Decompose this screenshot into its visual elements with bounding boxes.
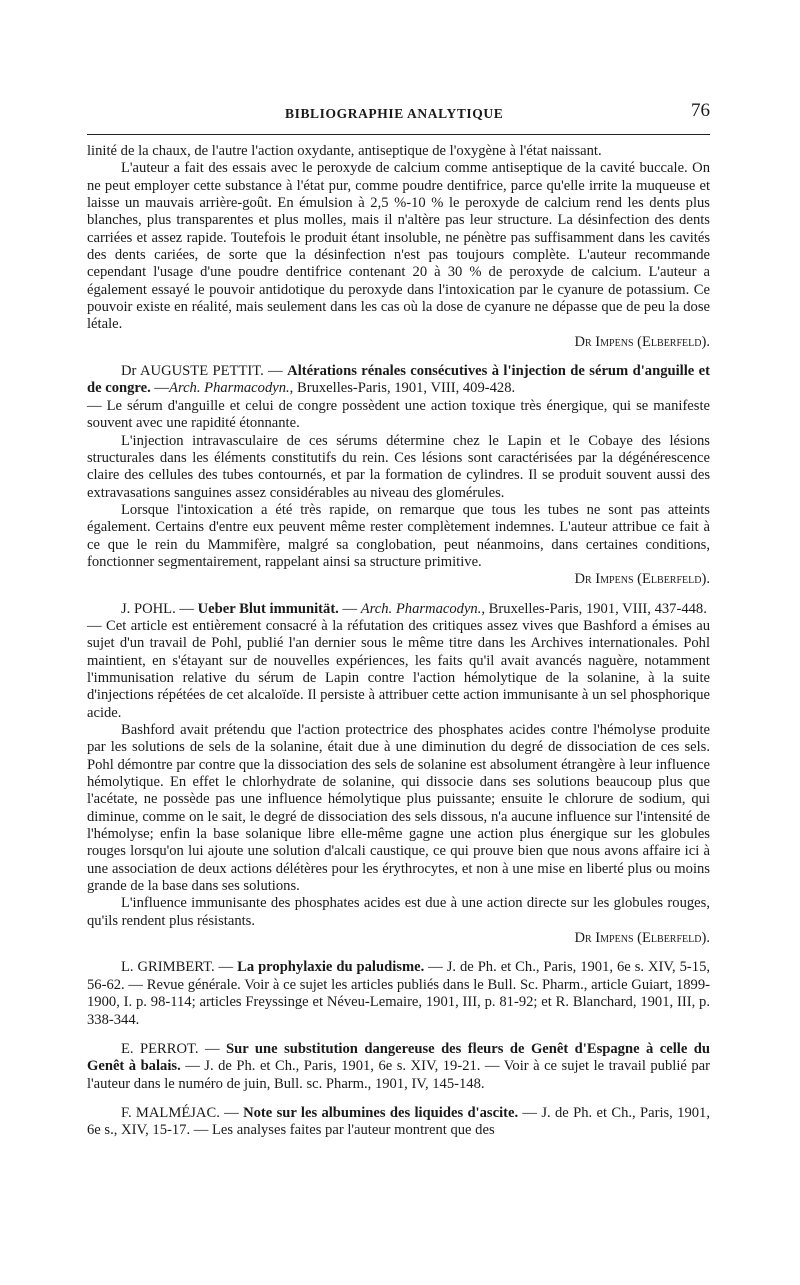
author-name: E. PERROT. xyxy=(121,1040,199,1057)
page-body xyxy=(87,143,710,1140)
author-name: Dr AUGUSTE PETTIT. xyxy=(121,363,264,380)
signature-line xyxy=(87,334,710,351)
paragraph: Lorsque l'intoxication a été très rapide, on remarque que tous les tubes ne sont pas atteints également. Certains d'entre eux peuvent même rester complètement indemnes. L'auteur attribue ce fait à ce que le rein du Mammifère, malgré sa conglobation, peut néanmoins, dans certaines conditions, fonctionner segmentairement, rappelant ainsi sa structure primitive. xyxy=(87,501,710,570)
entry-text: — J. de Ph. et Ch., Paris, 1901, 6e s. XIV, 19-21. — Voir à ce sujet le travail publié par l'auteur dans le numéro de juin, Bull. sc. Pharm., 1901, IV, 145-148. xyxy=(87,1058,710,1092)
paragraph: — Cet article est entièrement consacré à la réfutation des critiques assez vives que Bashford a émises au sujet d'un travail de Pohl, publié l'an dernier sous le même titre dans les Archives internationales. Pohl maintient, en s'étayant sur de nouvelles expériences, les faits qu'il avait avancés naguère, notamment l'immunisation relative du sérum de Lapin contre l'action hémolytique de la solanine, à la suite d'injections répétées de cet alcaloïde. Il persiste à attribuer cette action immunisante à un sel phosphorique acide. xyxy=(87,617,710,721)
paragraph: linité de la chaux, de l'autre l'action oxydante, antiseptique de l'oxygène à l'état naissant. xyxy=(87,143,602,159)
paragraph: — Le sérum d'anguille et celui de congre possèdent une action toxique très énergique, qui se manifeste souvent avec une rapidité étonnante. xyxy=(87,397,710,432)
running-header xyxy=(87,100,710,128)
author-name: L. GRIMBERT. xyxy=(121,959,215,976)
review-entry-pettit xyxy=(87,363,710,588)
paragraph: Bashford avait prétendu que l'action protectrice des phosphates acides contre l'hémolyse produite par les solutions de sels de la solanine, était due à une diminution du degré de dissociation de ces sels. Pohl démontre par contre que la dissociation des sels de solanine est absolument étrangère à leur influence hémolytique. En effet le chlorhydrate de solanine, qui dissocie dans ses solutions beaucoup plus que l'acétate, ne possède pas une influence hémolytique plus puissante; ensuite le chlorure de sodium, qui diminue, comme on le sait, le degré de dissociation des sels dissous, n'a aucune influence sur l'intensité de l'hémolyse; enfin la base solanique libre elle-même gagne une action plus énergique sur les globules rouges lorsqu'on lui ajoute une solution d'alcali caustique, ce qui prouve bien que nous avons affaire ici à une association de deux actions délétères pour les érythrocytes, et non à une mise en liberté plus ou moins grande de la base dans ses solutions. xyxy=(87,722,710,895)
author-name: F. MALMÉJAC. xyxy=(121,1104,220,1121)
entry-text: — J. de Ph. et Ch., Paris, 1901, 6e s. XIV, 5-15, 56-62. — Revue générale. Voir à ce sujet les articles publiés dans le Bull. Sc. Pharm., article Guiart, 1899-1900, I. p. 98-114; articles Freyssinge et Néveu-Lemaire, 1901, III, p. 81-92; et R. Blanchard, 1901, III, p. 338-344. xyxy=(87,959,711,1028)
paragraph: L'influence immunisante des phosphates acides est due à une action directe sur les globules rouges, qu'ils rendent plus résistants. xyxy=(87,895,710,929)
article-title: Sur une substitution dangereuse des fleurs de Genêt d'Espagne à celle du Genêt à balais. xyxy=(87,1040,710,1075)
paragraph: L'injection intravasculaire de ces sérums détermine chez le Lapin et le Cobaye des lésions structurales dans les éléments constitutifs du rein. Ces lésions sont caractérisées par la dégénérescence claire des cellules des tubes contournés, et par la formation de cylindres. Il se produit souvent aussi des extravasations sanguines assez considérables au niveau des glomérules. xyxy=(87,432,710,501)
review-entry-grimbert: L. GRIMBERT. — La prophylaxie du paludisme. — J. de Ph. et Ch., Paris, 1901, 6e s. XIV, 5-15, 56-62. — Revue générale. Voir à ce sujet les articles publiés dans le Bull. Sc. Pharm., article Guiart, 1899-1900, I. p. 98-114; articles Freyssinge et Néveu-Lemaire, 1901, III, p. 81-92; et R. Blanchard, 1901, III, p. 338-344. xyxy=(87,959,711,1028)
author-name: J. POHL. xyxy=(121,600,176,617)
signature-line xyxy=(87,571,710,588)
article-title: La prophylaxie du paludisme. xyxy=(237,959,425,976)
journal-name: Arch. Pharmacodyn. xyxy=(169,380,290,397)
article-title: Note sur les albumines des liquides d'ascite. xyxy=(243,1104,519,1121)
review-entry-calcium-peroxide xyxy=(87,143,710,351)
reviewer-signature: Dr Impens (Elberfeld). xyxy=(574,571,710,588)
citation-details: , Bruxelles-Paris, 1901, VIII, 437-448. xyxy=(481,600,707,617)
review-entry-perrot: E. PERROT. — Sur une substitution dangereuse des fleurs de Genêt d'Espagne à celle du Genêt à balais. — J. de Ph. et Ch., Paris, 1901, 6e s. XIV, 19-21. — Voir à ce sujet le travail publié par l'auteur dans le numéro de juin, Bull. sc. Pharm., 1901, IV, 145-148. xyxy=(87,1040,710,1092)
article-title: Altérations rénales consécutives à l'injection de sérum d'anguille et de congre. xyxy=(87,363,711,397)
review-entry-pohl xyxy=(87,601,710,948)
reviewer-signature: Dr Impens (Elberfeld). xyxy=(574,333,710,350)
reviewer-signature: Dr Impens (Elberfeld). xyxy=(574,930,710,947)
running-title: BIBLIOGRAPHIE ANALYTIQUE xyxy=(285,106,504,121)
journal-name: Arch. Pharmacodyn. xyxy=(360,600,482,617)
header-rule xyxy=(87,134,710,135)
review-entry-malmejac: F. MALMÉJAC. — Note sur les albumines des liquides d'ascite. — J. de Ph. et Ch., Paris, 1901, 6e s., XIV, 15-17. — Les analyses faites par l'auteur montrent que des xyxy=(87,1104,710,1139)
entry-heading: J. POHL. — Ueber Blut immunität. — Arch. Pharmacodyn., Bruxelles-Paris, 1901, VIII, 437-448. xyxy=(121,600,707,617)
entry-heading: Dr AUGUSTE PETTIT. — Altérations rénales consécutives à l'injection de sérum d'anguille et de congre. —Arch. Pharmacodyn., Bruxelles-Paris, 1901, VIII, 409-428. xyxy=(87,363,711,397)
signature-line xyxy=(87,930,710,947)
citation-details: , Bruxelles-Paris, 1901, VIII, 409-428. xyxy=(289,380,516,397)
article-title: Ueber Blut immunität. xyxy=(197,600,339,617)
paragraph: L'auteur a fait des essais avec le peroxyde de calcium comme antiseptique de la cavité buccale. On ne peut employer cette substance à l'état pur, comme poudre dentifrice, parce qu'elle irrite la muqueuse et laisse un mauvais arrière-goût. En émulsion à 2,5 %-10 % le peroxyde de calcium rend les dents plus blanches, plus transparentes et plus molles, mais il n'altère pas leur structure. La désinfection des dents carriées et assez rapide. Toutefois le produit étant insoluble, ne pénètre pas suffisamment dans les cavités des dents cariées, de sorte que la désinfection n'est pas toujours complète. L'auteur recommande cependant l'usage d'une poudre dentifrice contenant 20 à 30 % de peroxyde de calcium. L'auteur a également essayé le pouvoir antidotique du peroxyde dans l'intoxication par le cyanure de potassium. Ce pouvoir existe en réalité, mais seulement dans les cas où la dose de cyanure ne dépasse que de peu la dose létale. xyxy=(87,160,710,333)
entry-text: — J. de Ph. et Ch., Paris, 1901, 6e s., XIV, 15-17. — Les analyses faites par l'auteur montrent que des xyxy=(87,1104,710,1139)
page-number: 76 xyxy=(691,100,710,121)
